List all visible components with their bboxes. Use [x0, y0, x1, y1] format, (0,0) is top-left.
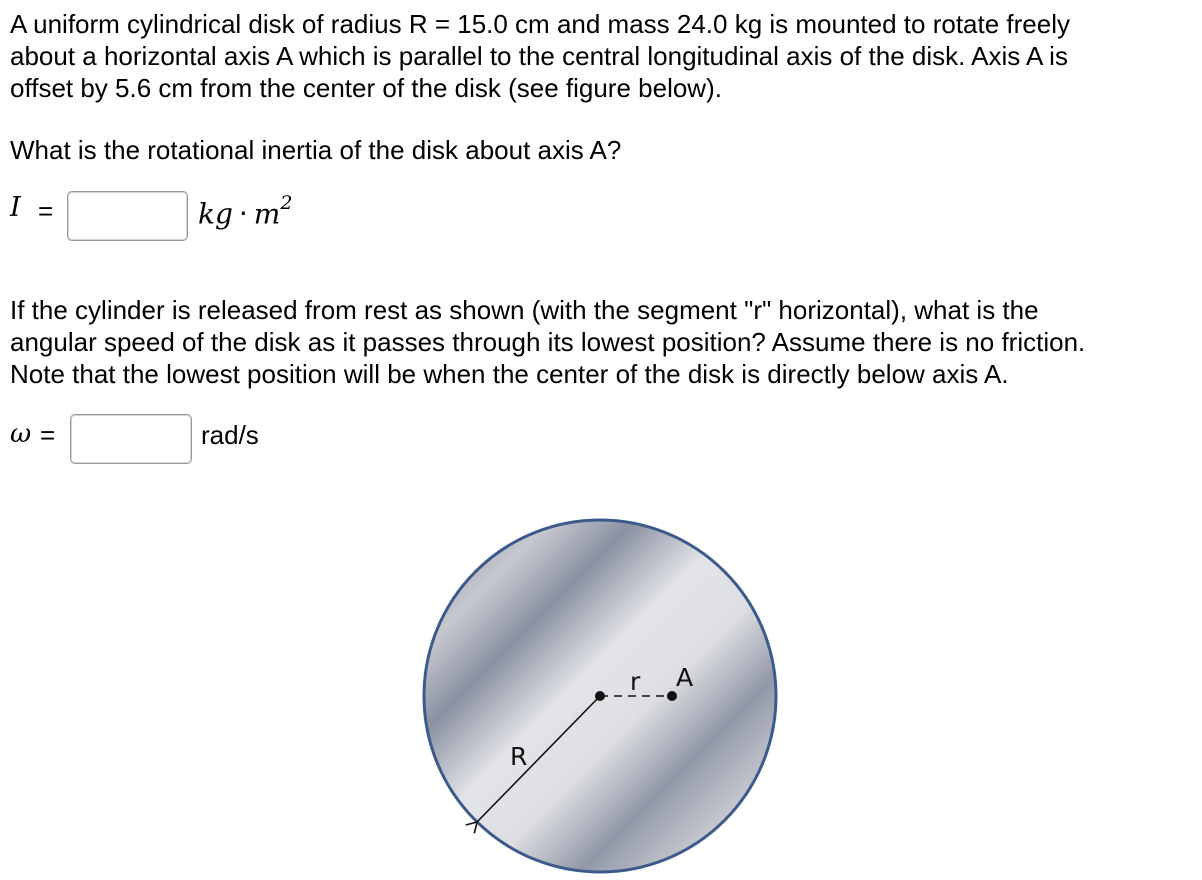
inertia-equals: = — [38, 196, 54, 226]
unit-m: m — [253, 197, 281, 231]
label-r: r — [630, 667, 641, 696]
problem-intro-text: A uniform cylindrical disk of radius R = 15.0 cm and mass 24.0 kg is mounted to rotate freely about a horizontal axis A which is parallel to the central longitudinal axis of the disk. Axis A is offset by 5.6 cm from the center of the disk (see figure below). — [10, 9, 1070, 103]
inertia-answer-input[interactable] — [67, 191, 188, 241]
part1-prompt-text: What is the rotational inertia of the disk about axis A? — [10, 135, 622, 165]
label-R: R — [510, 742, 528, 771]
axis-a-point — [667, 691, 677, 701]
angular-speed-unit: rad/s — [201, 420, 259, 450]
disk-figure — [420, 512, 790, 880]
label-A: A — [676, 663, 694, 692]
omega-symbol: ω — [10, 419, 32, 449]
omega-equals: = — [40, 420, 56, 450]
unit-kg: kg — [198, 197, 233, 231]
part2-prompt-text: If the cylinder is released from rest as shown (with the segment "r" horizontal), what is the angular speed of the disk as it passes through its lowest position? Assume there is no friction. Note that the lowest position will be when the center of the disk is directly below axis A. — [10, 295, 1086, 389]
inertia-symbol: I — [10, 192, 21, 223]
unit-exponent: 2 — [280, 192, 293, 214]
angular-speed-answer-input[interactable] — [70, 414, 192, 464]
inertia-unit — [198, 192, 293, 231]
disk-center-point — [595, 691, 605, 701]
unit-dot: · — [238, 197, 248, 231]
